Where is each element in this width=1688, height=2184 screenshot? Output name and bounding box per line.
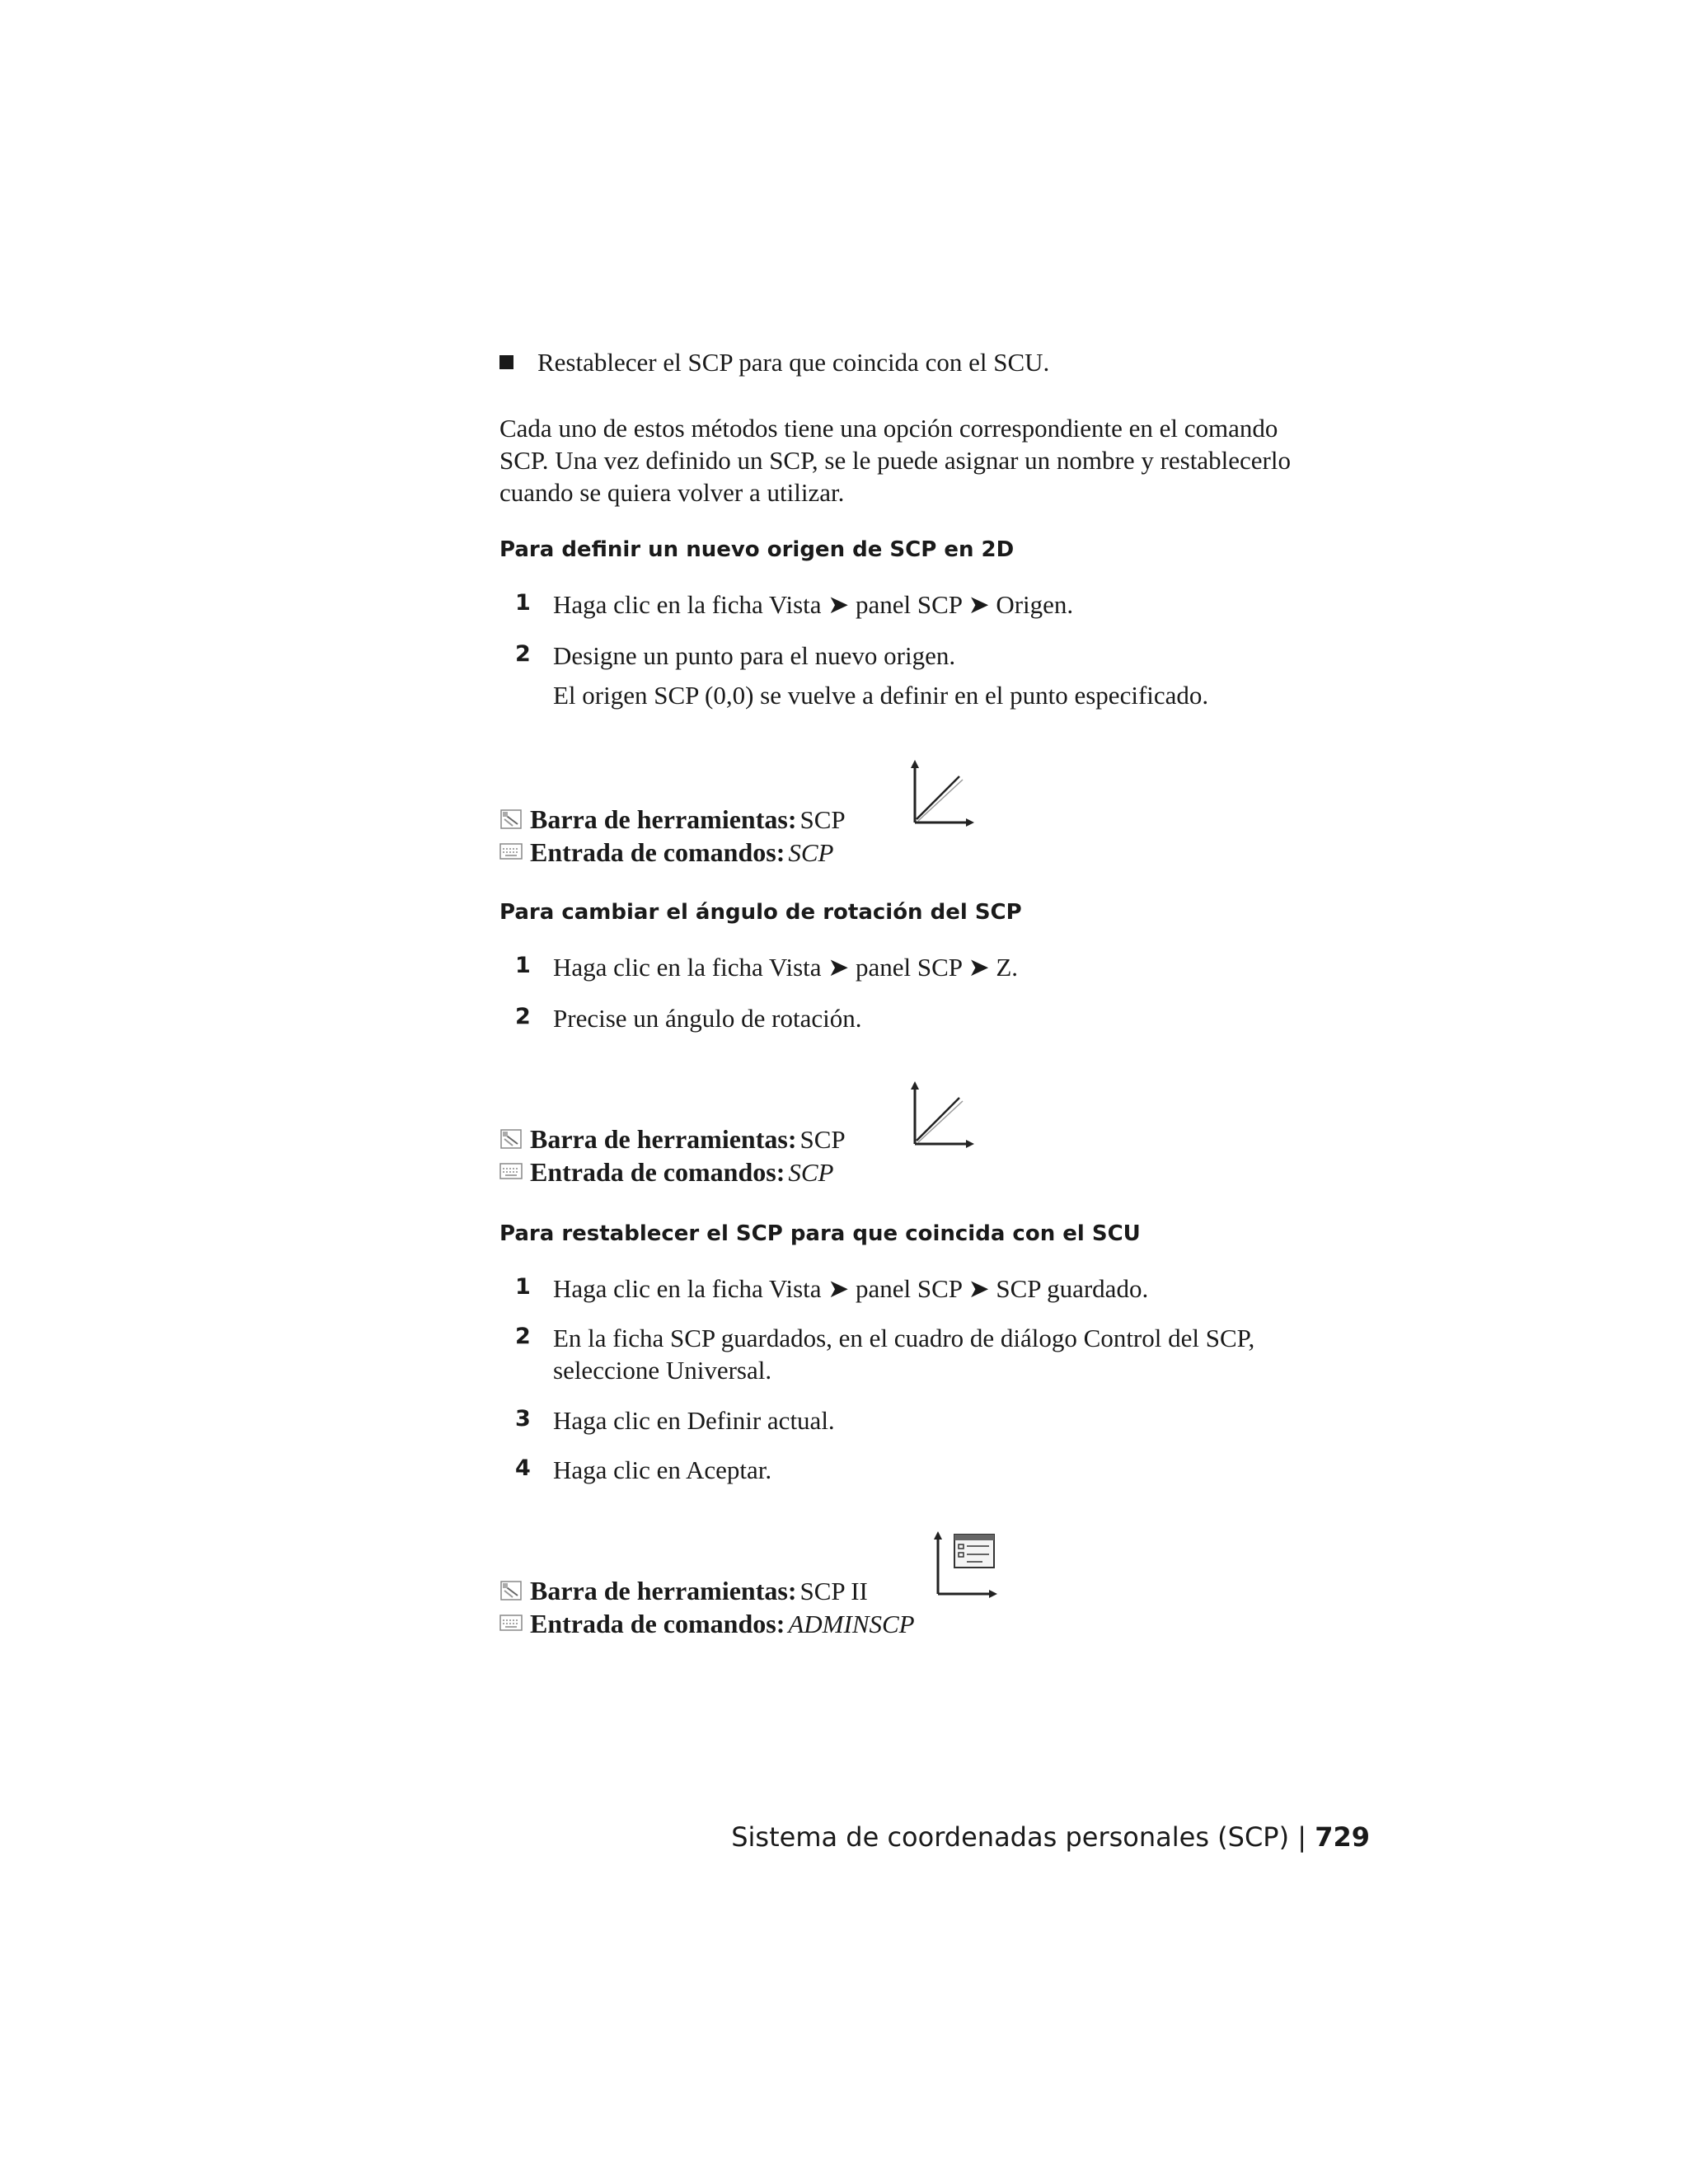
- step-text-line: seleccione Universal.: [553, 1356, 772, 1385]
- keyboard-icon: [499, 1614, 523, 1632]
- step-text: Haga clic en Definir actual.: [553, 1406, 835, 1435]
- footer-separator: |: [1297, 1821, 1307, 1853]
- section-heading: Para cambiar el ángulo de rotación del SCP: [499, 900, 1022, 925]
- page-footer: [731, 1821, 1370, 1853]
- toolbar-icon: [499, 1127, 523, 1151]
- section-heading: Para restablecer el SCP para que coincida con el SCU: [499, 1221, 1141, 1246]
- step-number: 3: [515, 1406, 531, 1432]
- command-label: Entrada de comandos:: [530, 1157, 785, 1187]
- toolbar-icon: [499, 808, 523, 831]
- toolbar-value: SCP: [799, 805, 846, 834]
- keyboard-icon: [499, 842, 523, 860]
- step-text: Precise un ángulo de rotación.: [553, 1004, 862, 1033]
- paragraph-line: SCP. Una vez definido un SCP, se le puede asignar un nombre y restablecerlo: [499, 446, 1291, 475]
- intro-bullet-text: Restablecer el SCP para que coincida con el SCU.: [537, 348, 1050, 377]
- step-text: Haga clic en la ficha Vista ➤ panel SCP ➤ SCP guardado.: [553, 1274, 1149, 1303]
- section-heading: Para definir un nuevo origen de SCP en 2D: [499, 537, 1015, 562]
- step-text: Haga clic en la ficha Vista ➤ panel SCP ➤ Z.: [553, 953, 1019, 982]
- keyboard-icon: [499, 1162, 523, 1180]
- toolbar-reference: [530, 804, 846, 835]
- step-number: 2: [515, 641, 531, 667]
- command-reference: [530, 837, 833, 868]
- step-text: Haga clic en Aceptar.: [553, 1455, 772, 1484]
- step-number: 1: [515, 590, 531, 616]
- step-number: 1: [515, 1274, 531, 1300]
- toolbar-value: SCP II: [799, 1577, 868, 1605]
- command-reference: [530, 1609, 915, 1639]
- toolbar-label: Barra de herramientas:: [530, 804, 797, 834]
- step-text-line: En la ficha SCP guardados, en el cuadro de diálogo Control del SCP,: [553, 1324, 1255, 1352]
- command-label: Entrada de comandos:: [530, 1609, 785, 1638]
- page-number: 729: [1315, 1821, 1370, 1853]
- ucs-z-icon: [907, 1080, 976, 1149]
- command-label: Entrada de comandos:: [530, 837, 785, 867]
- toolbar-label: Barra de herramientas:: [530, 1576, 797, 1605]
- command-value: ADMINSCP: [788, 1610, 915, 1638]
- toolbar-label: Barra de herramientas:: [530, 1124, 797, 1154]
- toolbar-icon: [499, 1579, 523, 1602]
- toolbar-value: SCP: [799, 1125, 846, 1154]
- bullet-square: [499, 355, 513, 369]
- toolbar-reference: [530, 1576, 868, 1606]
- step-note: El origen SCP (0,0) se vuelve a definir en el punto especificado.: [553, 681, 1209, 710]
- named-ucs-icon: [930, 1530, 999, 1599]
- step-text: Haga clic en la ficha Vista ➤ panel SCP ➤ Origen.: [553, 590, 1074, 619]
- ucs-origin-icon: [907, 758, 976, 827]
- step-number: 4: [515, 1455, 531, 1481]
- command-value: SCP: [788, 838, 834, 867]
- paragraph-line: Cada uno de estos métodos tiene una opción correspondiente en el comando: [499, 414, 1278, 443]
- toolbar-reference: [530, 1124, 846, 1155]
- intro-paragraph: [499, 412, 1291, 509]
- footer-title: Sistema de coordenadas personales (SCP): [731, 1821, 1290, 1853]
- step-number: 2: [515, 1004, 531, 1029]
- step-number: 2: [515, 1324, 531, 1349]
- paragraph-line: cuando se quiera volver a utilizar.: [499, 478, 845, 507]
- command-value: SCP: [788, 1158, 834, 1187]
- step-text: [553, 1322, 1254, 1386]
- step-number: 1: [515, 953, 531, 978]
- step-text: Designe un punto para el nuevo origen.: [553, 641, 956, 670]
- command-reference: [530, 1157, 833, 1188]
